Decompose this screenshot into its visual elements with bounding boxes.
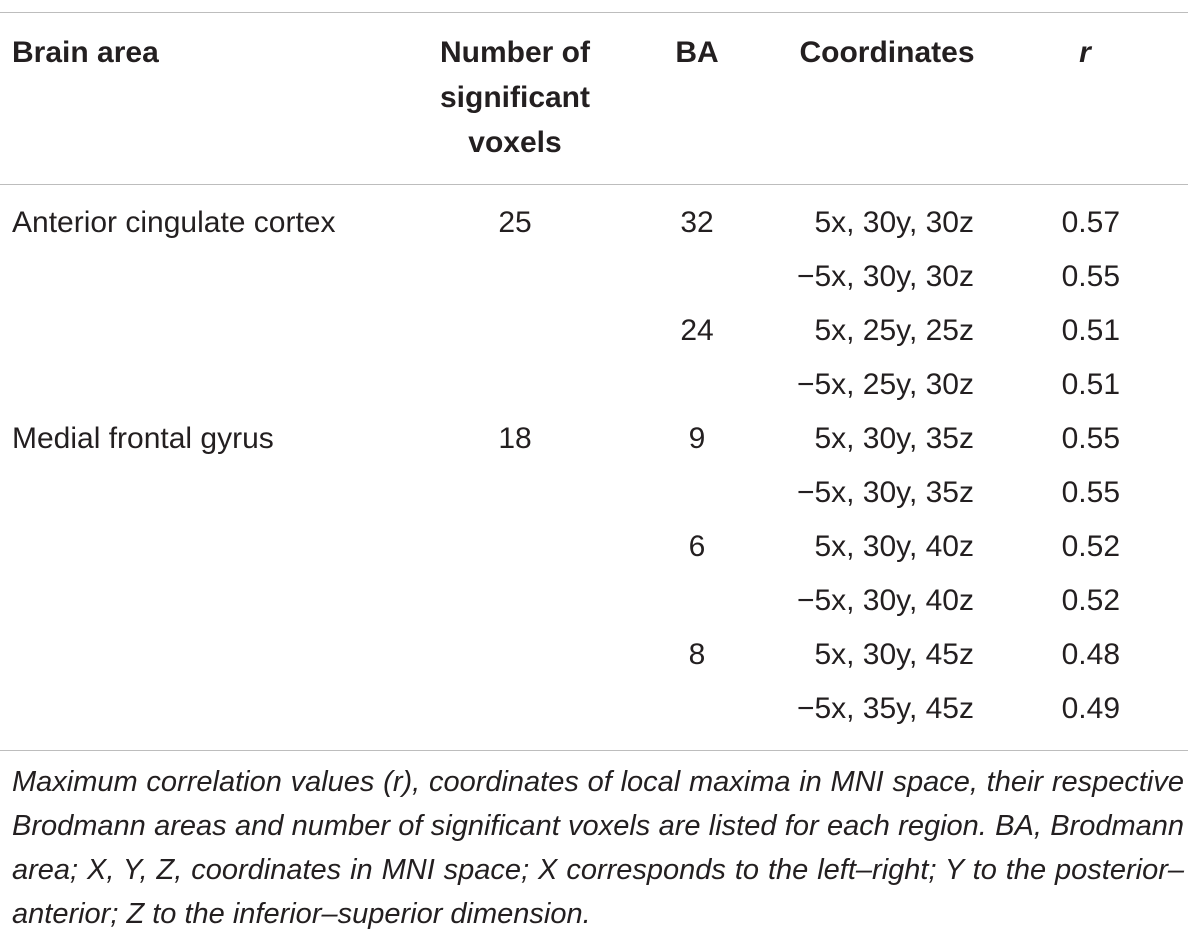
table-row — [0, 628, 1188, 682]
header-r: r — [1079, 36, 1091, 69]
cell-coordinates: −5x, 35y, 45z — [796, 692, 974, 725]
cell-r: 0.57 — [1061, 206, 1120, 239]
cell-r: 0.51 — [1061, 368, 1120, 401]
cell-r: 0.55 — [1061, 260, 1120, 293]
cell-coordinates: 5x, 30y, 40z — [814, 530, 974, 563]
cell-ba: 6 — [688, 530, 706, 563]
cell-coordinates: 5x, 25y, 25z — [814, 314, 974, 347]
header-coordinates: Coordinates — [799, 36, 975, 69]
cell-voxels: 25 — [498, 206, 532, 239]
table-header-rule — [0, 184, 1188, 185]
cell-ba: 24 — [680, 314, 714, 347]
cell-ba: 8 — [688, 638, 706, 671]
table-row — [0, 466, 1188, 520]
cell-ba: 9 — [688, 422, 706, 455]
cell-r: 0.51 — [1061, 314, 1120, 347]
table-row — [0, 196, 1188, 250]
table-caption: Maximum correlation values (r), coordinates of local maxima in MNI space, their respective Brodmann areas and number of significant voxels are listed for each region. BA, Brodmann area; X, Y, Z, coordinates in MNI space; X corresponds to the left–right; Y to the posterior–anterior; Z to the inferior–superior dimension. — [12, 766, 1184, 930]
header-brain-area: Brain area — [12, 36, 159, 69]
cell-ba: 32 — [680, 206, 714, 239]
cell-coordinates: 5x, 30y, 30z — [814, 206, 974, 239]
cell-r: 0.55 — [1061, 476, 1120, 509]
cell-coordinates: 5x, 30y, 45z — [814, 638, 974, 671]
table-row — [0, 412, 1188, 466]
header-voxels: Number of significant voxels — [439, 36, 590, 159]
cell-r: 0.48 — [1061, 638, 1120, 671]
cell-coordinates: −5x, 25y, 30z — [796, 368, 974, 401]
header-ba: BA — [675, 36, 719, 69]
cell-coordinates: −5x, 30y, 30z — [796, 260, 974, 293]
cell-coordinates: −5x, 30y, 35z — [796, 476, 974, 509]
table-row — [0, 682, 1188, 736]
table-top-rule — [0, 12, 1188, 13]
table-bottom-rule — [0, 750, 1188, 751]
cell-r: 0.52 — [1061, 530, 1120, 563]
cell-brain-area: Anterior cingulate cortex — [12, 206, 336, 239]
table-row — [0, 304, 1188, 358]
table-row — [0, 574, 1188, 628]
cell-coordinates: 5x, 30y, 35z — [814, 422, 974, 455]
cell-r: 0.52 — [1061, 584, 1120, 617]
cell-voxels: 18 — [498, 422, 532, 455]
cell-coordinates: −5x, 30y, 40z — [796, 584, 974, 617]
table-row — [0, 358, 1188, 412]
table-row — [0, 520, 1188, 574]
cell-brain-area: Medial frontal gyrus — [12, 422, 274, 455]
cell-r: 0.49 — [1061, 692, 1120, 725]
table-row — [0, 250, 1188, 304]
cell-r: 0.55 — [1061, 422, 1120, 455]
